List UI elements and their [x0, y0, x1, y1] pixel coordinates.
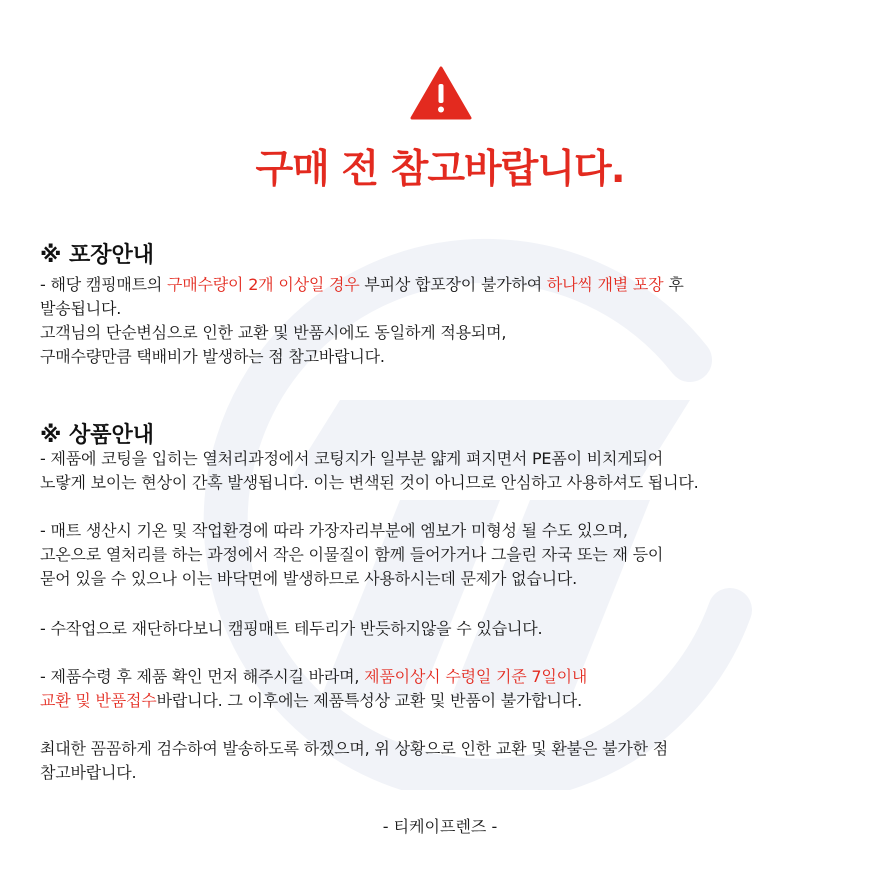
highlight-individual-packing: 하나씩 개별 포장 [546, 275, 664, 294]
product-para2-line1: - 매트 생산시 기온 및 작업환경에 따라 가장자리부분에 엠보가 미형성 될 수도 있으며, [40, 521, 628, 540]
product-para4-line1: - 제품수령 후 제품 확인 먼저 해주시길 바라며, 제품이상시 수령일 기준 7일이내 [40, 667, 588, 686]
product-para3-line1: - 수작업으로 재단하다보니 캠핑매트 테두리가 반듯하지않을 수 있습니다. [40, 619, 543, 638]
product-para1-line2: 노랗게 보이는 현상이 간혹 발생됩니다. 이는 변색된 것이 아니므로 안심하고 사용하셔도 됩니다. [40, 473, 699, 492]
highlight-defect-period: 제품이상시 수령일 기준 7일이내 [364, 667, 588, 686]
packaging-line-4: 구매수량만큼 택배비가 발생하는 점 참고바랍니다. [40, 347, 385, 366]
product-para1-line1: - 제품에 코팅을 입히는 열처리과정에서 코팅지가 일부분 얇게 펴지면서 PE폼이 비치게되어 [40, 449, 664, 468]
product-para4-line2: 교환 및 반품접수바랍니다. 그 이후에는 제품특성상 교환 및 반품이 불가합니다. [40, 691, 582, 710]
product-para2-line3: 묻어 있을 수 있으나 이는 바닥면에 발생하므로 사용하시는데 문제가 없습니다. [40, 569, 578, 588]
warning-triangle-icon [410, 66, 472, 120]
product-para5-line1: 최대한 꼼꼼하게 검수하여 발송하도록 하겠으며, 위 상황으로 인한 교환 및 환불은 불가한 점 [40, 739, 668, 758]
highlight-quantity: 구매수량이 2개 이상일 경우 [167, 275, 360, 294]
signature: - 티케이프렌즈 - [382, 817, 498, 836]
product-para5-line2: 참고바랍니다. [40, 763, 137, 782]
packaging-line-1: - 해당 캠핑매트의 구매수량이 2개 이상일 경우 부피상 합포장이 불가하여 하나씩 개별 포장 후 [40, 275, 684, 294]
packaging-line-3: 고객님의 단순변심으로 인한 교환 및 반품시에도 동일하게 적용되며, [40, 323, 507, 342]
product-para2-line2: 고온으로 열처리를 하는 과정에서 작은 이물질이 함께 들어가거나 그을린 자국 또는 재 등이 [40, 545, 664, 564]
packaging-line-2: 발송됩니다. [40, 299, 122, 318]
packaging-heading: ※ 포장안내 [40, 243, 155, 268]
product-heading: ※ 상품안내 [40, 423, 155, 448]
page-title: 구매 전 참고바랍니다. [255, 147, 625, 192]
highlight-return-request: 교환 및 반품접수 [40, 691, 157, 710]
